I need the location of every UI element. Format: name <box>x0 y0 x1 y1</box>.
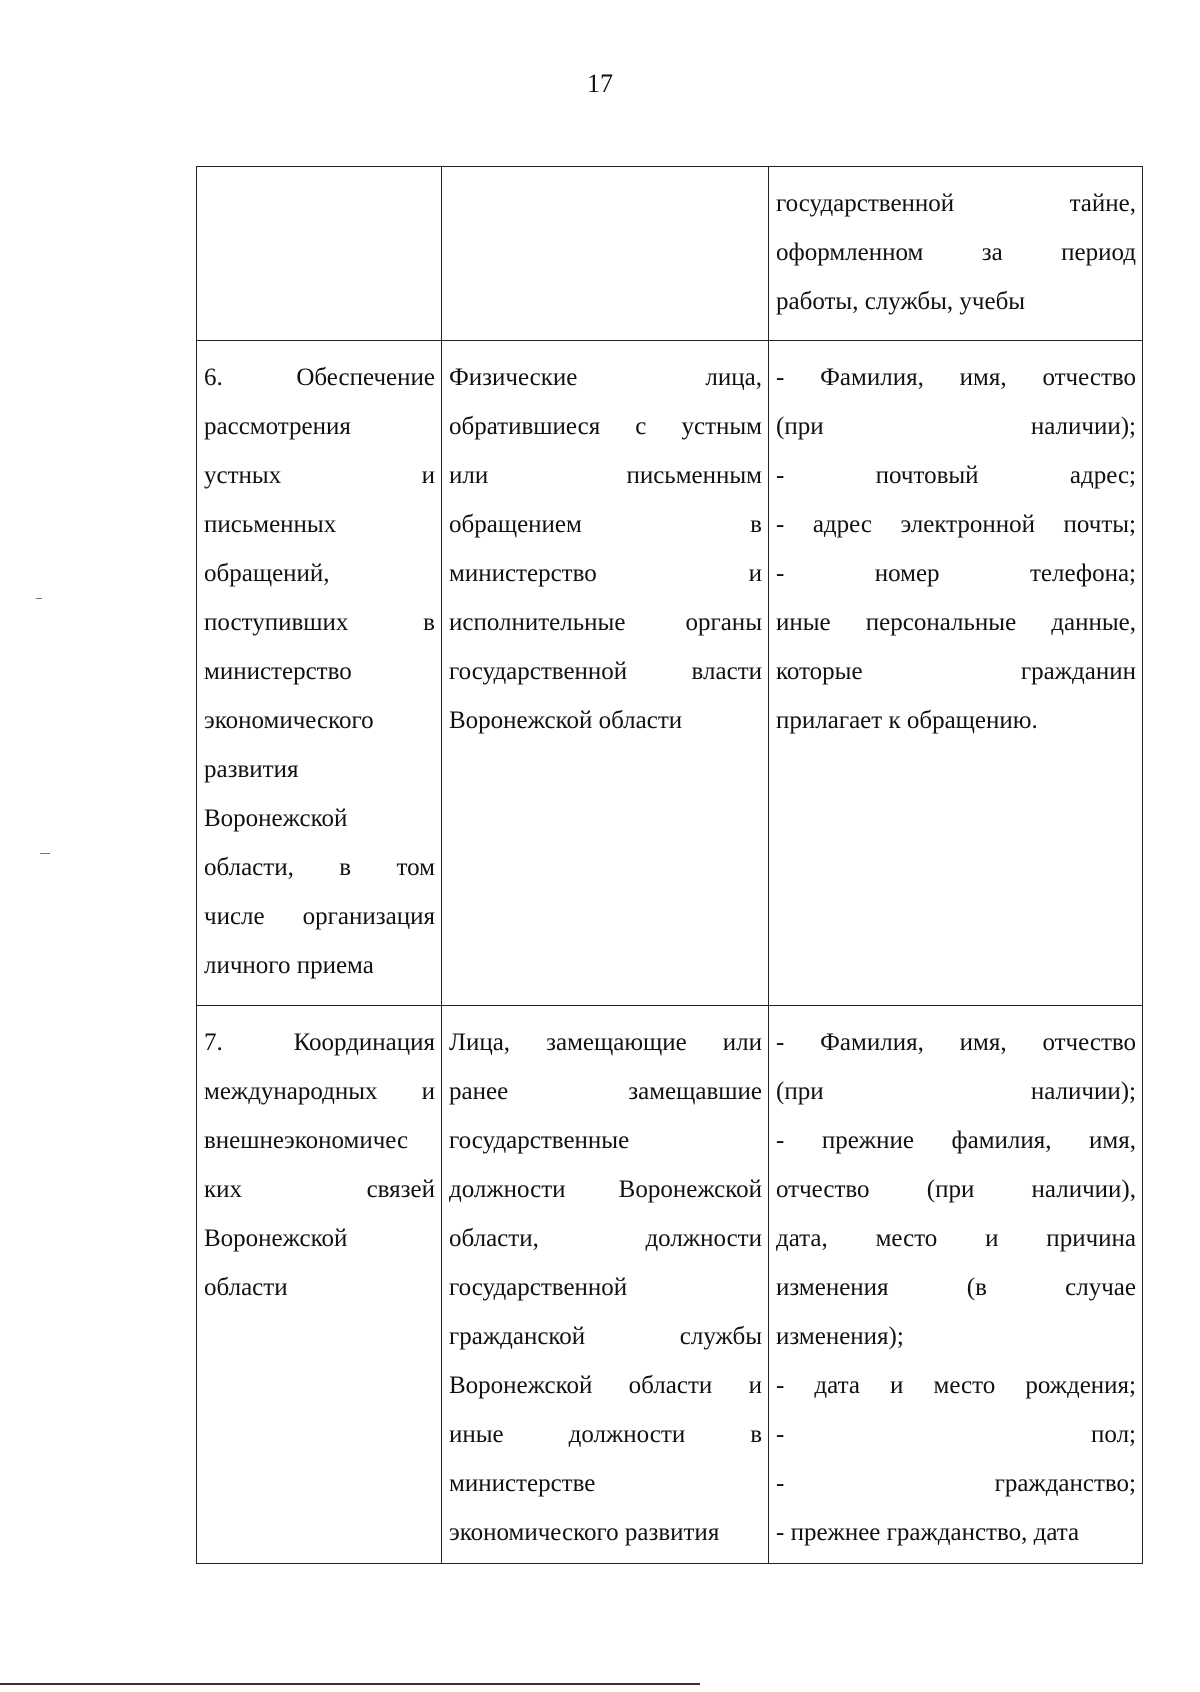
cell-text-line: устных и <box>204 462 435 489</box>
cell-text-line: Воронежской области и <box>449 1372 762 1399</box>
cell-text-line: области <box>204 1274 288 1301</box>
cell-text-line: - пол; <box>776 1421 1136 1448</box>
cell-text-line: поступивших в <box>204 609 435 636</box>
cell-text-line: обратившиеся с устным <box>449 413 762 440</box>
cell-text-line: изменения); <box>776 1323 904 1350</box>
cell-text-line: Лица, замещающие или <box>449 1029 762 1056</box>
cell-text-line: - почтовый адрес; <box>776 462 1136 489</box>
cell-text-line: исполнительные органы <box>449 609 762 636</box>
cell-text-line: прилагает к обращению. <box>776 707 1038 734</box>
cell-text-line: министерство и <box>449 560 762 587</box>
table-row <box>197 167 1143 341</box>
cell-text-line: или письменным <box>449 462 762 489</box>
purpose-cell <box>197 1006 442 1564</box>
subjects-cell <box>442 167 769 341</box>
cell-text-line: экономического развития <box>449 1519 720 1546</box>
cell-text-line: работы, службы, учебы <box>776 288 1026 315</box>
cell-text-line: должности Воронежской <box>449 1176 762 1203</box>
cell-text-line: ранее замещавшие <box>449 1078 762 1105</box>
cell-text-line: обращением в <box>449 511 762 538</box>
scan-speck <box>36 598 42 599</box>
cell-text-line: - прежние фамилия, имя, <box>776 1127 1136 1154</box>
cell-text-line: 7. Координация <box>204 1029 435 1056</box>
table-row <box>197 1006 1143 1564</box>
cell-text-line: области, должности <box>449 1225 762 1252</box>
purpose-cell <box>197 341 442 1006</box>
cell-text-line: (при наличии); <box>776 1078 1136 1105</box>
cell-text-line: 6. Обеспечение <box>204 364 435 391</box>
cell-text-line: Воронежской области <box>449 707 683 734</box>
cell-text-line: государственной тайне, <box>776 190 1136 217</box>
cell-text-line: (при наличии); <box>776 413 1136 440</box>
cell-text-line: которые гражданин <box>776 658 1136 685</box>
cell-text-line: - Фамилия, имя, отчество <box>776 364 1136 391</box>
cell-text-line: - дата и место рождения; <box>776 1372 1136 1399</box>
cell-text-line: Физические лица, <box>449 364 762 391</box>
cell-text-line: министерство <box>204 658 352 685</box>
cell-text-line: отчество (при наличии), <box>776 1176 1136 1203</box>
cell-text-line: области, в том <box>204 854 435 881</box>
cell-text-line: - гражданство; <box>776 1470 1136 1497</box>
cell-text-line: - адрес электронной почты; <box>776 511 1136 538</box>
cell-text-line: числе организация <box>204 903 435 930</box>
cell-text-line: гражданской службы <box>449 1323 762 1350</box>
cell-text-line: развития <box>204 756 299 783</box>
data-categories-cell <box>769 341 1143 1006</box>
cell-text-line: - Фамилия, имя, отчество <box>776 1029 1136 1056</box>
cell-text-line: государственной <box>449 1274 628 1301</box>
cell-text-line: Воронежской <box>204 805 348 832</box>
purpose-cell <box>197 167 442 341</box>
data-categories-cell <box>769 1006 1143 1564</box>
cell-text-line: Воронежской <box>204 1225 348 1252</box>
cell-text-line: государственные <box>449 1127 630 1154</box>
cell-text-line: обращений, <box>204 560 330 587</box>
personal-data-table <box>196 166 1143 1564</box>
cell-text-line: международных и <box>204 1078 435 1105</box>
cell-text-line: государственной власти <box>449 658 762 685</box>
cell-text-line: рассмотрения <box>204 413 351 440</box>
scan-edge-line <box>0 1683 700 1685</box>
table-row <box>197 341 1143 1006</box>
cell-text-line: письменных <box>204 511 337 538</box>
cell-text-line: - номер телефона; <box>776 560 1136 587</box>
cell-text-line: оформленном за период <box>776 239 1136 266</box>
cell-text-line: внешнеэкономичес <box>204 1127 409 1154</box>
cell-text-line: изменения (в случае <box>776 1274 1136 1301</box>
page-number: 17 <box>587 69 613 98</box>
cell-text-line: экономического <box>204 707 374 734</box>
data-categories-cell <box>769 167 1143 341</box>
cell-text-line: иные персональные данные, <box>776 609 1136 636</box>
cell-text-line: иные должности в <box>449 1421 762 1448</box>
cell-text-line: дата, место и причина <box>776 1225 1136 1252</box>
subjects-cell <box>442 1006 769 1564</box>
cell-text-line: личного приема <box>204 952 374 979</box>
cell-text-line: ких связей <box>204 1176 435 1203</box>
cell-text-line: министерстве <box>449 1470 596 1497</box>
cell-text-line: - прежнее гражданство, дата <box>776 1519 1080 1546</box>
scan-speck <box>40 853 50 854</box>
subjects-cell <box>442 341 769 1006</box>
